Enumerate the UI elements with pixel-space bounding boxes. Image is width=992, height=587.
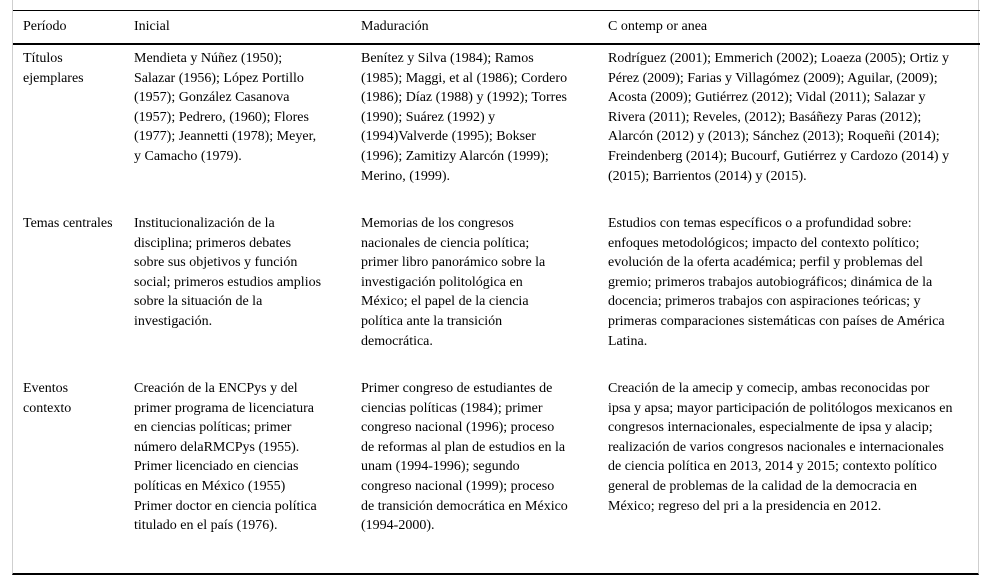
cell-eventos-maduracion: Primer congreso de estudiantes de ciencias políticas (1984); primer congreso nacional (1996); proceso de reformas al plan de estudios en la unam (1994-1996); segundo congreso nacional (1999); proceso de transición democrática en México (1994-2000).: [361, 381, 568, 534]
cell-temas-contemporanea: Estudios con temas específicos o a profundidad sobre: enfoques metodológicos; impacto del contexto político; evolución de la oferta académica; perfil y problemas del gremio; primeros trabajos autobiográficos; dinámica de la docencia; primeros trabajos con aspiraciones teóricas; y primeras comparaciones sistemáticas con países de América Latina.: [608, 216, 945, 349]
table-row-temas-centrales: [13, 210, 980, 375]
cell-titulos-contemporanea: Rodríguez (2001); Emmerich (2002); Loaeza (2005); Ortiz y Pérez (2009); Farias y Villagómez (2009); Aguilar, (2009); Acosta (2009); Gutiérrez (2012); Vidal (2011); Salazar y Rivera (2011); Reveles, (2012); Basáñezy Paras (2012); Alarcón (2012) y (2013); Sánchez (2013); Roqueñi (2014); Freindenberg (2014); Bucourf, Gutiérrez y Cardozo (2014) y (2015); Barrientos (2014) y (2015).: [608, 51, 950, 184]
column-header-periodo: Período: [13, 11, 124, 45]
column-header-inicial: Inicial: [124, 11, 351, 45]
row-label-cell: Eventos contexto: [23, 381, 72, 416]
cell-eventos-inicial: Creación de la ENCPys y del primer programa de licenciatura en ciencias políticas; primer número delaRMCPys (1955). Primer licenciado en ciencias políticas en México (1955) Primer doctor en ciencia política titulado en el país (1976).: [134, 381, 317, 534]
periods-table: [13, 10, 980, 575]
cell-temas-inicial: Institucionalización de la disciplina; primeros debates sobre sus objetivos y función social; primeros estudios amplios sobre la situación de la investigación.: [134, 216, 322, 329]
cell-temas-maduracion: Memorias de los congresos nacionales de ciencia política; primer libro panorámico sobre la investigación politológica en México; el papel de la ciencia política ante la transición democrática.: [361, 216, 546, 349]
column-header-maduracion: Maduración: [351, 11, 598, 45]
column-header-contemporanea: C ontemp or anea: [598, 11, 980, 45]
cell-eventos-contemporanea: Creación de la amecip y comecip, ambas reconocidas por ipsa y apsa; mayor participación de politólogos mexicanos en congresos internacionales, especialmente de ipsa y alacip; realización de varios congresos nacionales e internacionales de ciencia política en 2013, 2014 y 2015; contexto político general de problemas de la calidad de la democracia en México; regreso del pri a la presidencia en 2012.: [608, 381, 953, 514]
header-row: [13, 11, 980, 45]
table-row-eventos-contexto: [13, 375, 980, 575]
cell-titulos-maduracion: Benítez y Silva (1984); Ramos (1985); Maggi, et al (1986); Cordero (1986); Díaz (1988) y (1992); Torres (1990); Suárez (1992) y (1994)Valverde (1995); Bokser (1996); Zamitizy Alarcón (1999); Merino, (1999).: [361, 51, 568, 184]
cell-titulos-inicial: Mendieta y Núñez (1950); Salazar (1956); López Portillo (1957); González Casanova (1957); Pedrero, (1960); Flores (1977); Jeannetti (1978); Meyer, y Camacho (1979).: [134, 51, 317, 164]
periods-table-frame: [12, 0, 979, 575]
row-label-cell: Temas centrales: [23, 216, 113, 231]
row-label-cell: Títulos ejemplares: [23, 51, 84, 86]
table-row-titulos-ejemplares: [13, 44, 980, 210]
